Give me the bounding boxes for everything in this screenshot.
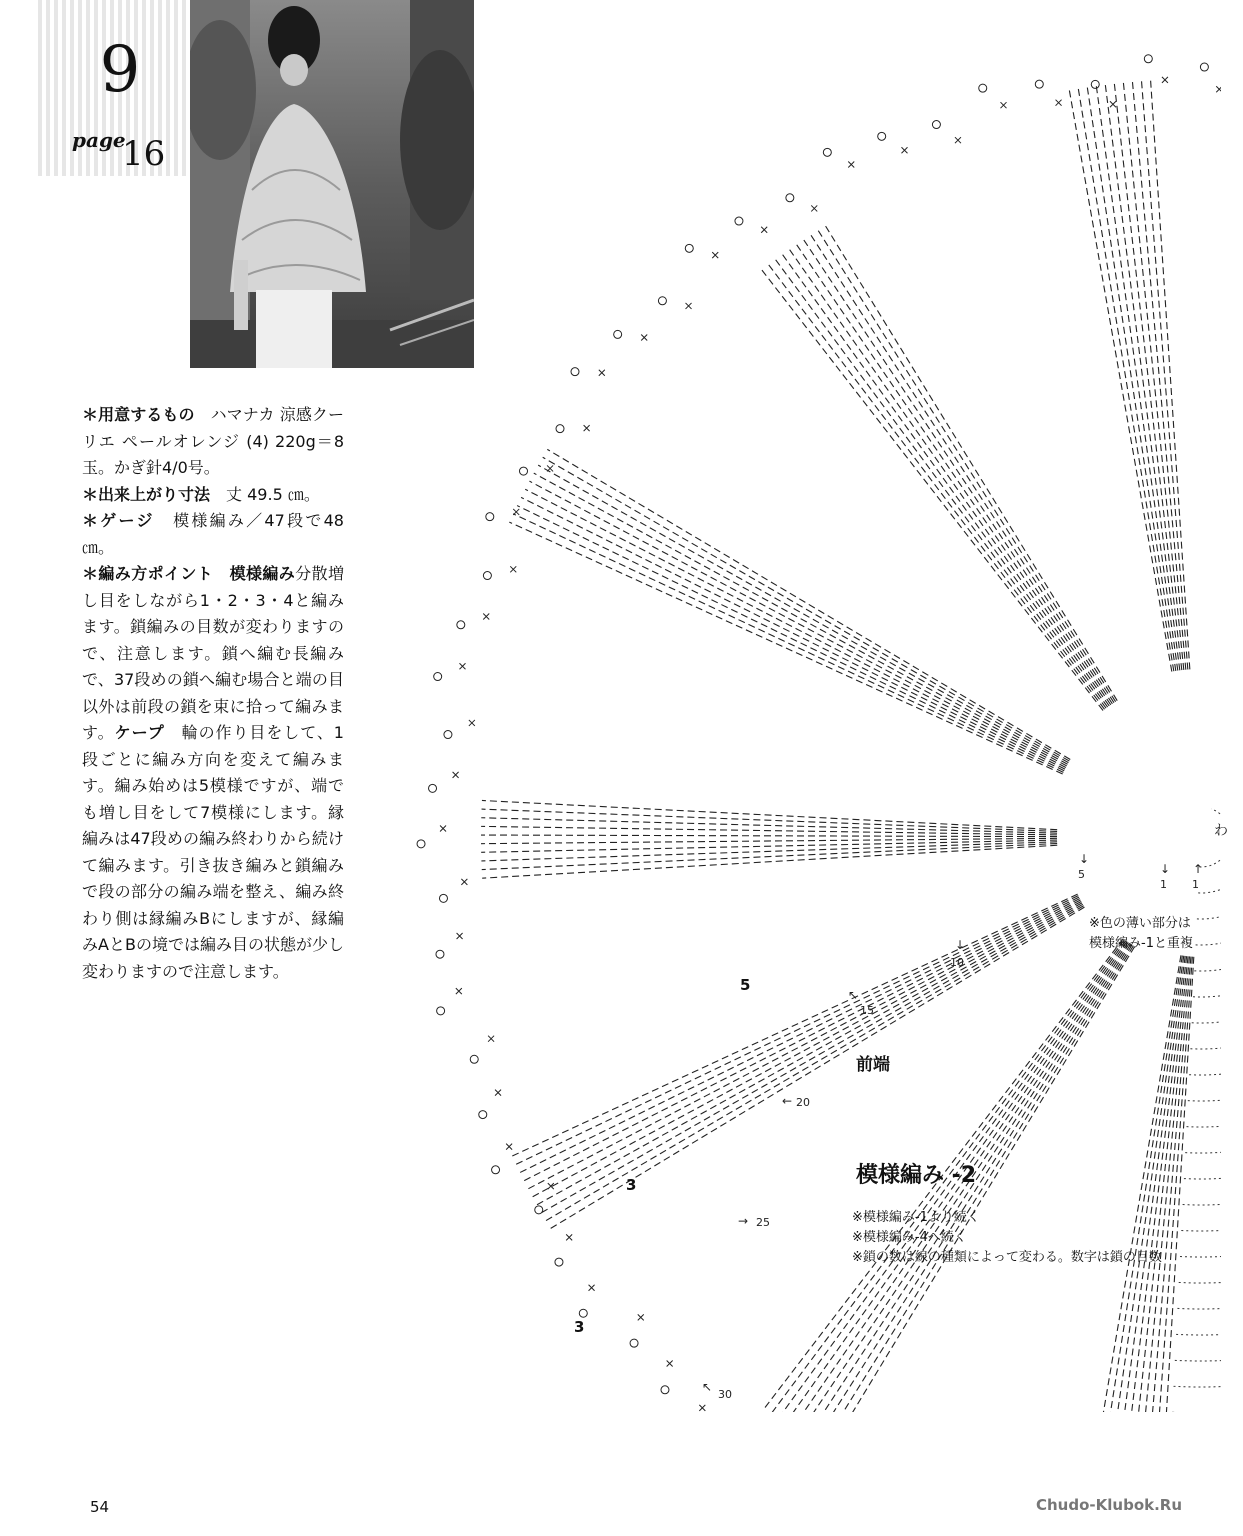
chart-notes <box>852 1208 1162 1268</box>
chart-single-crochet-mark <box>453 772 459 778</box>
pattern-number: 9 <box>99 33 141 107</box>
chart-title: 模様編み -2 <box>856 1163 977 1188</box>
chart-stitch-column <box>481 838 1057 843</box>
page-number: 54 <box>90 1498 110 1516</box>
chart-single-crochet-mark <box>513 509 519 515</box>
chart-single-crochet-mark <box>1216 86 1221 92</box>
site-watermark: Chudo-Klubok.Ru <box>1036 1496 1183 1514</box>
start-ring-symbol: わ <box>1214 823 1228 839</box>
chart-chain-loop <box>1091 80 1099 88</box>
chart-chain-loop <box>555 1258 563 1266</box>
chart-stitch-column <box>538 465 1068 762</box>
arrow-up-icon: ↑ <box>1193 862 1204 876</box>
chart-single-crochet-mark <box>1110 101 1116 107</box>
page-label: page <box>72 128 126 152</box>
chart-stitch-column <box>517 506 1064 771</box>
chain-count-5: 5 <box>740 976 751 994</box>
chart-chain-loop <box>579 1309 587 1317</box>
chart-single-crochet-mark <box>667 1360 673 1366</box>
chart-rings <box>1163 125 1221 1412</box>
chart-round-line <box>1163 125 1221 1412</box>
chart-stitch-column <box>519 897 1079 1173</box>
chart-round-line <box>1174 320 1221 1387</box>
chart-chain-loop <box>932 121 940 129</box>
chart-chain-loop <box>630 1339 638 1347</box>
chain-count-3a: 3 <box>626 1176 637 1194</box>
chart-stitch-column <box>1119 956 1188 1412</box>
overlap-note <box>1089 914 1193 954</box>
chart-single-crochet-mark <box>566 1234 572 1240</box>
row-label-1b: 1 <box>1192 878 1199 891</box>
row-label-5: 5 <box>1078 868 1085 881</box>
chart-round-line <box>1187 565 1221 1127</box>
chart-chain-loop <box>492 1166 500 1174</box>
chart-round-line <box>1177 394 1221 1309</box>
chart-chain-loop <box>479 1111 487 1119</box>
chart-stitch-column <box>1092 956 1184 1412</box>
row-label-15: 15 <box>860 1004 874 1017</box>
chart-stitch-column <box>1069 89 1172 672</box>
chart-stitch-column <box>781 252 1108 707</box>
arrow-icon: → <box>738 1214 749 1228</box>
chart-stitch-column <box>509 522 1062 774</box>
chart-single-crochet-mark <box>638 1314 644 1320</box>
gauge-heading: ＊ゲージ <box>82 511 155 530</box>
chart-chain-loop <box>658 297 666 305</box>
chart-chain-loop <box>685 244 693 252</box>
chart-stitch-column <box>523 899 1079 1181</box>
chart-single-crochet-mark <box>955 137 961 143</box>
row-label-10: 10 <box>950 956 964 969</box>
chart-chain-loop <box>439 894 447 902</box>
chart-chain-loop <box>437 1007 445 1015</box>
chart-stitch-column <box>1087 86 1176 671</box>
chart-stitch-column <box>809 233 1114 703</box>
points-text-2: 輪の作り目をして、1段ごとに編み方向を変えて編みます。編み始めは5模様ですが、端でも増し目をして7模様にします。縁編みは47段めの編み終わりから続けて編みます。引き抜き編みと鎖編みで段の部分の編み端を整え、編み終わり側は縁編みBにしますが、縁編みAとBの境では編み目の状態が少し変わりますので注意します。 <box>82 723 344 981</box>
gauge-text: 模様編み／47段で48㎝。 <box>82 511 344 557</box>
cape-heading: ケープ <box>114 723 165 742</box>
chart-note-2: ※模様編み-4へ続く <box>852 1230 967 1245</box>
chart-chain-loop <box>823 148 831 156</box>
chart-single-crochet-mark <box>1056 100 1062 106</box>
chart-chain-loop <box>661 1386 669 1394</box>
chart-stitch-column <box>774 257 1106 708</box>
chart-single-crochet-mark <box>712 252 718 258</box>
chart-chain-loop <box>486 513 494 521</box>
front-edge-label: 前端 <box>856 1055 890 1075</box>
chart-round-line <box>1176 369 1221 1335</box>
arrow-down-icon: ↓ <box>955 938 966 952</box>
arrow-icon: ↖ <box>702 1380 713 1394</box>
chart-chain-loop <box>979 84 987 92</box>
chart-chain-loop <box>417 840 425 848</box>
chart-chain-loop <box>786 194 794 202</box>
chart-round-line <box>1196 736 1221 945</box>
chart-single-crochet-mark <box>1162 77 1168 83</box>
chart-stitch-column <box>481 835 1057 837</box>
chart-round-line <box>1193 687 1221 997</box>
chart-single-crochet-mark <box>761 227 767 233</box>
crochet-chart <box>376 32 1221 1412</box>
chart-round-line <box>1194 711 1221 971</box>
chart-stitch-column <box>481 826 1057 834</box>
chart-chain-loop <box>878 132 886 140</box>
chart-single-crochet-mark <box>506 1144 512 1150</box>
chart-chain-loop <box>436 950 444 958</box>
chart-stitch-column <box>760 268 1103 711</box>
chart-round-line <box>1192 662 1221 1023</box>
size-heading: ＊出来上がり寸法 <box>82 484 211 504</box>
points-heading: ＊編み方ポイント <box>82 564 214 583</box>
chart-single-crochet-mark <box>848 162 854 168</box>
chart-stitch-column <box>536 903 1082 1205</box>
chart-single-crochet-mark <box>584 425 590 431</box>
instructions-text <box>82 402 344 985</box>
overlap-note-line-2: 模様編み-1と重複 <box>1089 936 1193 951</box>
overlap-note-line-1: ※色の薄い部分は <box>1089 916 1191 931</box>
chart-stitch-column <box>817 228 1116 702</box>
chart-stitch-column <box>1105 83 1180 670</box>
arrow-icon: ↖ <box>848 988 859 1002</box>
page-reference: 16 <box>122 134 166 174</box>
chart-chain-loop <box>556 425 564 433</box>
chart-round-line <box>1189 613 1221 1075</box>
chart-stitch-column <box>482 844 1057 870</box>
chart-chain-loop <box>1144 55 1152 63</box>
chart-note-1: ※模様編み-1より続く <box>852 1210 980 1225</box>
chart-single-crochet-mark <box>901 147 907 153</box>
chart-round-line <box>1172 296 1221 1412</box>
chart-chain-loop <box>429 784 437 792</box>
chart-chain-loop <box>1200 63 1208 71</box>
chart-stitch-column <box>1155 957 1193 1412</box>
points-subheading: 模様編み <box>229 564 296 583</box>
chart-single-crochet-mark <box>457 933 463 939</box>
chart-single-crochet-mark <box>811 205 817 211</box>
chart-chain-loop <box>1035 80 1043 88</box>
chart-stitch-column <box>1123 81 1184 670</box>
chart-chain-loop <box>535 1206 543 1214</box>
chart-single-crochet-mark <box>510 566 516 572</box>
chart-round-line <box>1188 589 1221 1101</box>
chart-round-line <box>1190 638 1221 1049</box>
chart-single-crochet-mark <box>488 1036 494 1042</box>
chart-stitch-column <box>1114 82 1182 670</box>
chart-stitch-column <box>547 449 1070 759</box>
chart-single-crochet-mark <box>599 370 605 376</box>
chart-stitch-column <box>521 497 1065 769</box>
chart-single-crochet-mark <box>459 663 465 669</box>
chart-stitch-column <box>528 900 1081 1189</box>
chart-round-line <box>1184 516 1221 1179</box>
chart-single-crochet-mark <box>1001 102 1007 108</box>
chart-stitch-column <box>1101 956 1185 1412</box>
chart-single-crochet-mark <box>547 465 553 471</box>
chart-stitch-column <box>1083 956 1182 1412</box>
chart-stitch-column <box>515 896 1078 1165</box>
materials-heading: ＊用意するもの <box>82 405 195 424</box>
row-label-20: 20 <box>796 1096 810 1109</box>
chart-round-line <box>1183 491 1221 1205</box>
chart-round-line <box>1180 442 1221 1257</box>
chart-stitch-column <box>1096 84 1178 670</box>
arrow-down-icon: ↓ <box>1079 852 1090 866</box>
chart-stitch-column <box>481 842 1057 861</box>
chart-single-crochet-mark <box>641 335 647 341</box>
chart-round-line <box>1181 467 1221 1231</box>
chart-note-3: ※鎖の数は線の種類によって変わる。数字は鎖の目数 <box>852 1250 1162 1265</box>
chart-single-crochet-mark <box>699 1405 705 1411</box>
chart-single-crochet-mark <box>495 1090 501 1096</box>
chart-chain-loop <box>483 572 491 580</box>
chart-stitch-column <box>545 906 1083 1221</box>
chart-chain-loop <box>457 621 465 629</box>
row-label-25: 25 <box>756 1216 770 1229</box>
chart-chain-loop <box>571 368 579 376</box>
chart-chain-loop <box>519 467 527 475</box>
chart-single-crochet-mark <box>686 303 692 309</box>
chart-round-line <box>1166 174 1221 1412</box>
chart-chain-loop <box>434 673 442 681</box>
chart-round-line <box>1175 345 1221 1361</box>
row-label-30: 30 <box>718 1388 732 1401</box>
chart-stitch-column <box>1141 79 1187 669</box>
chart-single-crochet-mark <box>456 988 462 994</box>
arrow-up-icon: ↓ <box>1160 862 1171 876</box>
chart-stitch-column <box>525 489 1066 767</box>
chart-stitch-column <box>1110 956 1187 1412</box>
chart-stitch-column <box>529 481 1066 766</box>
chart-round-line <box>1168 223 1221 1412</box>
chart-chain-loop <box>735 217 743 225</box>
chart-chain-loop <box>444 731 452 739</box>
chart-single-crochet-mark <box>483 614 489 620</box>
chart-single-crochet-mark <box>589 1285 595 1291</box>
chart-round-line <box>1171 271 1221 1412</box>
chain-count-3b: 3 <box>574 1318 585 1336</box>
chart-single-crochet-mark <box>440 826 446 832</box>
chart-round-line <box>1167 198 1221 1412</box>
chart-stitch-column <box>824 224 1117 701</box>
chart-stitch-column <box>1150 79 1189 670</box>
chart-single-crochet-mark <box>469 720 475 726</box>
chart-chain-loop <box>470 1055 478 1063</box>
chart-single-crochet-mark <box>461 879 467 885</box>
size-text: 丈 49.5 ㎝。 <box>226 484 320 504</box>
materials-text: ハマナカ 涼感クーリエ ペールオレンジ (4) 220g＝8玉。かぎ針4/0号。 <box>82 405 344 477</box>
row-label-1a: 1 <box>1160 878 1167 891</box>
chart-stitch-column <box>481 840 1057 852</box>
chart-round-line <box>1179 418 1221 1283</box>
chart-round-line <box>1185 540 1221 1153</box>
arrow-icon: ← <box>782 1094 793 1108</box>
chart-stitch-column <box>767 263 1105 710</box>
chart-stitch-column <box>788 247 1109 706</box>
points-text-1: 分散増し目をしながら1・2・3・4と編みます。鎖編みの目数が変わりますので、注意します。鎖へ編む長編みで、37段めの鎖へ編む場合と端の目以外は前段の鎖を束に拾って編みます。 <box>82 564 344 742</box>
chart-chain-loop <box>614 330 622 338</box>
